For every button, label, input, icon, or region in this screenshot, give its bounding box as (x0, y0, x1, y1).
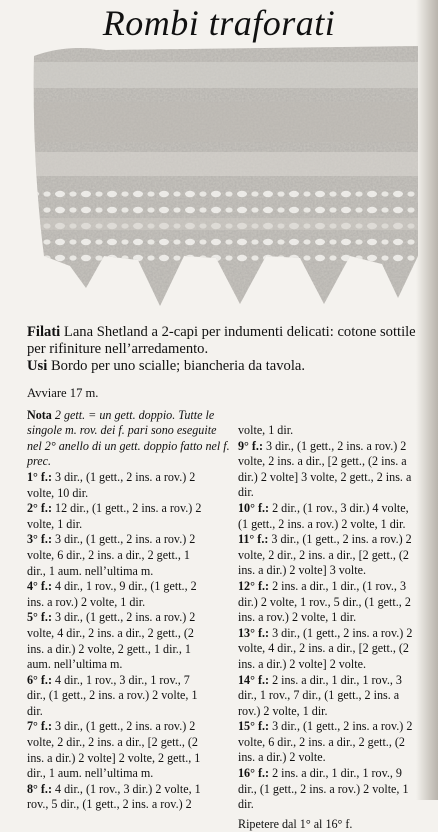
row-number: 6° f.: (27, 672, 52, 687)
row-number: 7° f.: (27, 719, 52, 734)
row-line (27, 517, 230, 533)
row-text: dir., 1 rov., 7 dir., (1 gett., 2 ins. a (238, 688, 400, 703)
filati-label: Filati (27, 324, 61, 340)
row-text: volte, 6 dir., 2 ins. a dir., 2 gett., 1 (27, 547, 190, 562)
row-line (238, 423, 430, 439)
row-text: 12 dir., (1 gett., 2 ins. a rov.) 2 (55, 501, 202, 516)
row-line (238, 532, 430, 548)
repeat-instruction: Ripetere dal 1° al 16° f. (238, 816, 353, 831)
row-number: 12° f.: (238, 578, 270, 593)
row-text: 4 dir., 1 rov., 3 dir., 1 rov., 7 (55, 672, 190, 687)
row-line (238, 579, 430, 595)
row-text: volte, 4 dir., 2 ins. a dir., [2 gett., (2 (238, 641, 409, 656)
knitting-row (238, 673, 430, 720)
instructions-column-right (238, 423, 430, 832)
row-line (238, 501, 430, 517)
row-line (27, 657, 230, 673)
nota-line (27, 408, 230, 424)
knitting-row (27, 719, 230, 781)
row-number: 11° f.: (238, 532, 269, 547)
row-number: 3° f.: (27, 532, 52, 547)
usi-label: Usi (27, 358, 48, 374)
row-text: 2 dir., (1 rov., 3 dir.) 4 volte, (272, 500, 409, 515)
row-line (27, 579, 230, 595)
row-text: volte, 2 dir., 2 ins. a dir., [2 gett., (2 (27, 735, 198, 750)
row-text: (1 gett., 2 ins. a rov.) 2 volte, 1 dir. (238, 516, 406, 531)
row-line (238, 439, 430, 455)
row-line (238, 610, 430, 626)
nota-line: prec. (27, 454, 52, 469)
row-text: dir., 1 aum. nell’ultima m. (27, 563, 154, 578)
row-number: 9° f.: (238, 438, 263, 453)
knitting-row (238, 423, 430, 439)
row-text: 3 dir., (1 gett., 2 ins. a rov.) 2 (272, 719, 413, 734)
row-text: 3 dir., (1 gett., 2 ins. a rov.) 2 (266, 438, 407, 453)
row-line (238, 766, 430, 782)
materials-section (27, 324, 427, 375)
filati-paragraph (27, 324, 427, 358)
row-line (27, 782, 230, 798)
row-line (238, 782, 430, 798)
row-line (27, 735, 230, 751)
row-line (238, 470, 430, 486)
row-text: dir. (27, 703, 43, 718)
row-text: ins. a dir.) 2 volte. (238, 750, 326, 765)
knitting-row (238, 501, 430, 532)
row-line (238, 641, 430, 657)
row-text: ins. a rov.) 2 volte, 1 dir. (27, 594, 146, 609)
row-line (27, 595, 230, 611)
nota-label: Nota (27, 407, 52, 422)
row-line (238, 657, 430, 673)
row-text: 3 dir., (1 gett., 2 ins. a rov.) 2 (55, 532, 196, 547)
row-line (27, 751, 230, 767)
row-number: 14° f.: (238, 672, 270, 687)
row-text: 3 dir., (1 gett., 2 ins. a rov.) 2 (55, 610, 196, 625)
row-text: volte, 1 dir. (27, 516, 83, 531)
row-line (238, 719, 430, 735)
nota-block (27, 408, 230, 470)
row-number: 5° f.: (27, 610, 52, 625)
knitting-row (27, 501, 230, 532)
row-line (27, 704, 230, 720)
row-text: ins. a rov.) 2 volte, 1 dir. (238, 610, 357, 625)
row-line (238, 673, 430, 689)
knitting-row (27, 610, 230, 672)
knitting-sample-photo (26, 42, 418, 318)
nota-line: singole m. rov. dei f. pari sono eseguite (27, 423, 217, 438)
row-line (27, 470, 230, 486)
row-text: dir. (238, 485, 254, 500)
row-line (238, 517, 430, 533)
row-line (27, 610, 230, 626)
instructions-column-left (27, 386, 230, 813)
knitting-row (27, 470, 230, 501)
knitting-row (238, 766, 430, 813)
row-text: dir., (1 gett., 2 ins. a rov.) 2 volte, 1 (238, 781, 409, 796)
row-line (27, 673, 230, 689)
row-line (238, 688, 430, 704)
usi-text: Bordo per uno scialle; biancheria da tavola. (50, 358, 306, 374)
knitting-row (27, 579, 230, 610)
row-line (238, 735, 430, 751)
row-text: volte, 1 dir. (238, 423, 294, 437)
nota-line: nel 2° anello di un gett. doppio fatto nel f. (27, 438, 230, 453)
row-line (238, 626, 430, 642)
row-number: 8° f.: (27, 781, 52, 796)
knitting-row (238, 719, 430, 766)
row-line (238, 454, 430, 470)
row-text: 2 ins. a dir., 1 dir., (1 rov., 3 (272, 578, 406, 593)
row-text: 3 dir., (1 gett., 2 ins. a rov.) 2 (55, 469, 196, 484)
row-text: rov.) 2 volte, 1 dir. (238, 703, 328, 718)
usi-paragraph (27, 358, 427, 375)
knitting-row (238, 579, 430, 626)
row-text: dir.) 2 volte, 1 rov., 5 dir., (1 gett., 2 (238, 594, 411, 609)
row-line (27, 486, 230, 502)
row-text: volte, 10 dir. (27, 485, 89, 500)
row-line (238, 704, 430, 720)
row-number: 4° f.: (27, 579, 52, 594)
row-line (27, 564, 230, 580)
knitting-row (238, 532, 430, 579)
row-line (238, 563, 430, 579)
row-text: 4 dir., 1 rov., 9 dir., (1 gett., 2 (55, 579, 197, 594)
row-text: ins. a dir.) 2 volte, 2 gett., 1 dir., 1 (27, 641, 191, 656)
row-text: 4 dir., (1 rov., 3 dir.) 2 volte, 1 (55, 781, 201, 796)
row-line (238, 750, 430, 766)
row-line (238, 548, 430, 564)
knitting-row (238, 626, 430, 673)
row-text: 3 dir., (1 gett., 2 ins. a rov.) 2 (272, 625, 413, 640)
row-list-right (238, 423, 430, 813)
row-number: 2° f.: (27, 501, 52, 516)
knitting-row (238, 439, 430, 501)
row-text: ins. a dir.) 2 volte] 2 volte. (238, 656, 366, 671)
row-number: 10° f.: (238, 500, 270, 515)
row-text: dir., 1 aum. nell’ultima m. (27, 766, 154, 781)
row-line (27, 642, 230, 658)
row-text: ins. a dir.) 2 volte] 3 volte. (238, 563, 366, 578)
row-number: 1° f.: (27, 469, 52, 484)
row-text: 2 ins. a dir., 1 dir., 1 rov., 9 (272, 766, 402, 781)
nota-text: 2 gett. = un gett. doppio. Tutte le (54, 407, 215, 422)
row-line (27, 766, 230, 782)
row-line (238, 485, 430, 501)
page-title: Rombi traforati (102, 3, 336, 43)
row-text: dir., (1 gett., 2 ins. a rov.) 2 volte, 1 (27, 688, 198, 703)
row-text: 3 dir., (1 gett., 2 ins. a rov.) 2 (271, 532, 412, 547)
row-text: volte, 4 dir., 2 ins. a dir., 2 gett., (2 (27, 625, 194, 640)
knitting-row (27, 782, 230, 813)
row-text: volte, 2 dir., 2 ins. a dir., [2 gett., (2 (238, 547, 409, 562)
row-number: 16° f.: (238, 766, 270, 781)
row-line (27, 501, 230, 517)
knitting-row (27, 673, 230, 720)
row-line (27, 626, 230, 642)
row-text: dir. (238, 797, 254, 812)
row-line (27, 719, 230, 735)
row-text: rov., 5 dir., (1 gett., 2 ins. a rov.) 2 (27, 797, 192, 812)
row-number: 15° f.: (238, 719, 270, 734)
cast-on-text: Avviare 17 m. (27, 386, 99, 400)
row-text: 3 dir., (1 gett., 2 ins. a rov.) 2 (55, 719, 196, 734)
row-text: aum. nell’ultima m. (27, 657, 123, 672)
row-text: dir.) 2 volte] 3 volte, 2 gett., 2 ins. a (238, 469, 412, 484)
row-text: 2 ins. a dir., 1 dir., 1 rov., 3 (272, 672, 402, 687)
row-line (238, 595, 430, 611)
row-line (27, 548, 230, 564)
row-text: volte, 6 dir., 2 ins. a dir., 2 gett., (2 (238, 734, 405, 749)
filati-text: Lana Shetland a 2-capi per indumenti delicati: cotone sottile per rifiniture nell’arredamento. (27, 324, 416, 357)
row-list-left (27, 470, 230, 813)
row-line (27, 688, 230, 704)
knitting-row (27, 532, 230, 579)
row-line (27, 532, 230, 548)
row-text: volte, 2 ins. a dir., [2 gett., (2 ins. a (238, 454, 407, 469)
row-number: 13° f.: (238, 625, 270, 640)
row-text: ins. a dir.) 2 volte] 2 volte, 2 gett., 1 (27, 750, 201, 765)
